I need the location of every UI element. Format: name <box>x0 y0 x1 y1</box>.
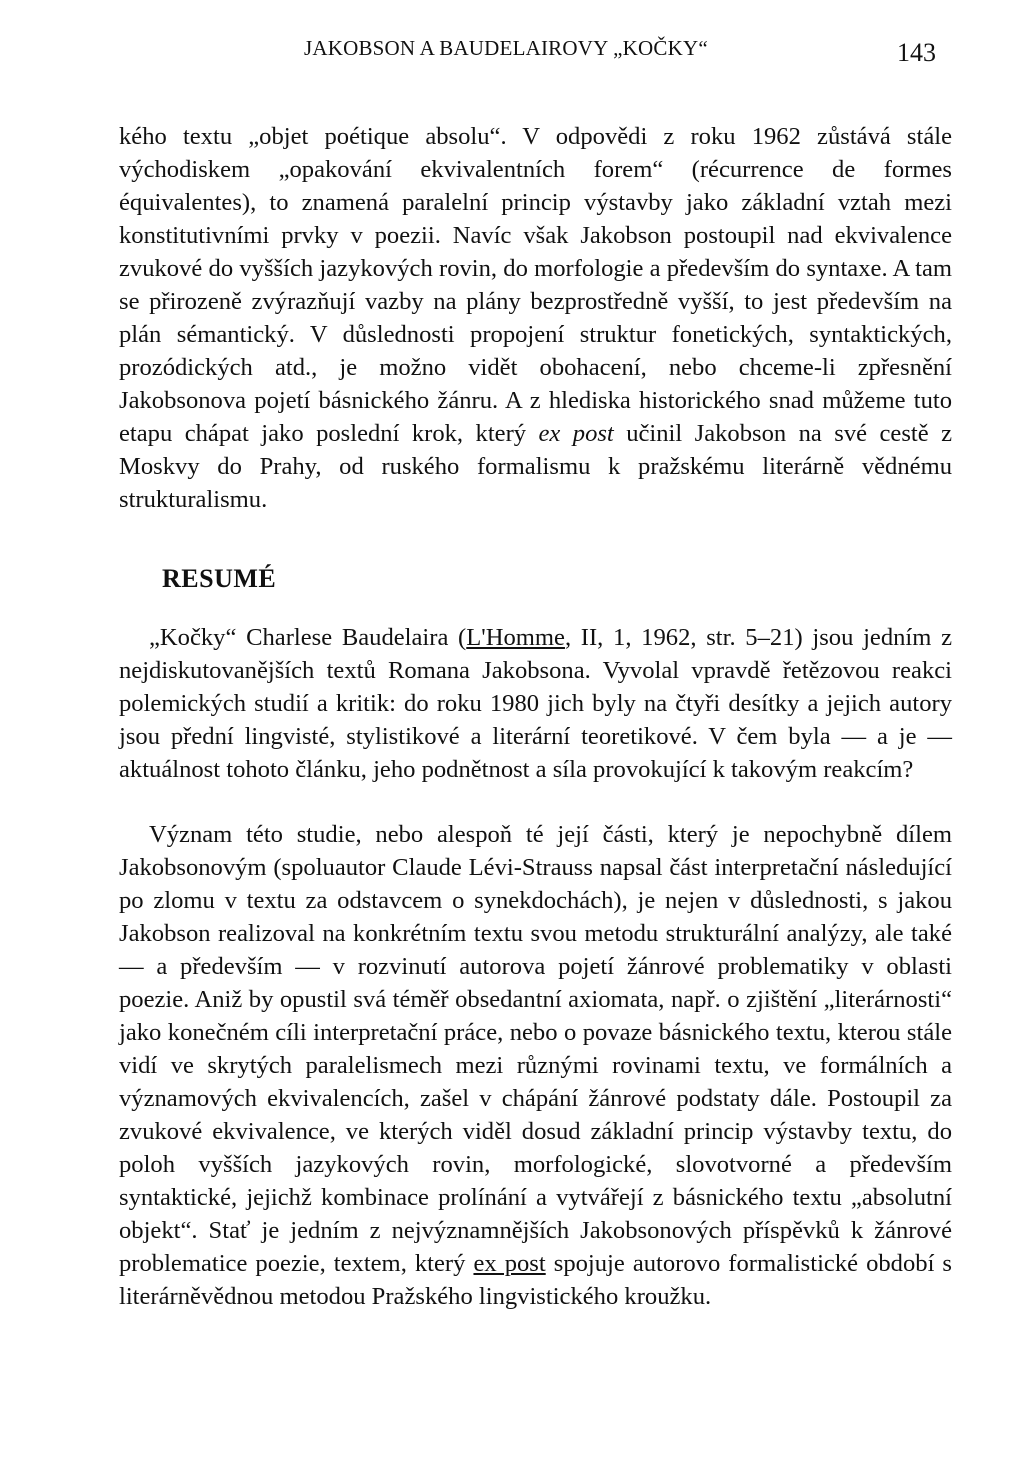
resume-heading: RESUMÉ <box>162 564 277 593</box>
resume-p2-text-a: Význam této studie, nebo alespoň té její části, který je nepochybně dílem Jakobsonovým (spoluautor Claude Lévi-Strauss napsal část interpretační následující po zlomu v textu za odstavcem o synekdochách), je nejen v důslednosti, s jakou Jakobson realizoval na konkrétním textu svou metodu strukturální analýzy, ale také — a především — v rozvinutí autorova pojetí žánrové problematiky v oblasti poezie. Aniž by opustil svá téměř obsedantní axiomata, např. o zjištění „literárnosti“ jako konečném cíli interpretační práce, nebo o povaze básnického textu, kterou stále vidí ve skrytých paralelismech mezi různými rovinami textu, ve formálních a významových ekvivalencích, zašel v chápání žánrové podstaty dále. Postoupil za zvukové ekvivalence, ve kterých viděl dosud základní princip výstavby textu, do poloh vyšších jazykových rovin, morfologické, slovotvorné a především syntaktické, jejichž kombinace prolínání a vytvářejí z básnického textu „absolutní objekt“. Stať je jedním z nejvýznamnějších Jakobsonových příspěvků k žánrové problematice poezie, textem, který <box>119 821 952 1277</box>
journal-title: L'Homme <box>466 624 565 651</box>
ex-post-underlined: ex post <box>473 1250 546 1277</box>
resume-p1-text-a: „Kočky“ Charlese Baudelaira ( <box>149 624 467 651</box>
ex-post-italic: ex post <box>538 420 614 447</box>
running-header <box>0 36 1024 76</box>
continuation-text-1: kého textu „objet poétique absolu“. V odpovědi z roku 1962 zůstává stále východiskem „opakování ekvivalentních forem“ (récurrence de formes équivalentes), to znamená paralelní princip výstavby jako základní vztah mezi konstitutivními prvky v poezii. Navíc však Jakobson postoupil nad ekvivalence zvukové do vyšších jazykových rovin, do morfologie a především do syntaxe. A tam se přirozeně zvýrazňují vazby na plány bezprostředně vyšší, to jest především na plán sémantický. V důslednosti propojení struktur fonetických, syntaktických, prozódických atd., je možno vidět obohacení, nebo chceme-li zpřesnění Jakobsonova pojetí básnického žánru. A z hlediska historického snad můžeme tuto etapu chápat jako poslední krok, který <box>119 123 952 447</box>
page-number: 143 <box>897 38 936 67</box>
resume-p1-text-b: , II, 1, 1962, str. 5–21) jsou jedním z nejdiskutovanějších textů Romana Jakobsona. Vyvolal vpravdě řetězovou reakci polemických studií a kritik: do roku 1980 jich byly na čtyři desítky a jejich autory jsou přední lingvisté, stylistikové a literární teoretikové. V čem byla — a je — aktuálnost tohoto článku, jeho podnětnost a síla provokující k takovým reakcím? <box>119 624 953 783</box>
resume-p2-text-b: spojuje autorovo formalistické období s literárněvědnou metodou Pražského lingvistického kroužku. <box>119 1250 953 1310</box>
running-title: JAKOBSON A BAUDELAIROVY „KOČKY“ <box>304 36 708 60</box>
resume-paragraph-2 <box>119 818 952 1313</box>
continuation-paragraph <box>119 120 952 516</box>
resume-paragraph-1 <box>119 621 952 786</box>
continuation-text-2: učinil Jakobson na své cestě z Moskvy do Prahy, od ruského formalismu k pražskému literárně vědnému strukturalismu. <box>119 420 952 513</box>
